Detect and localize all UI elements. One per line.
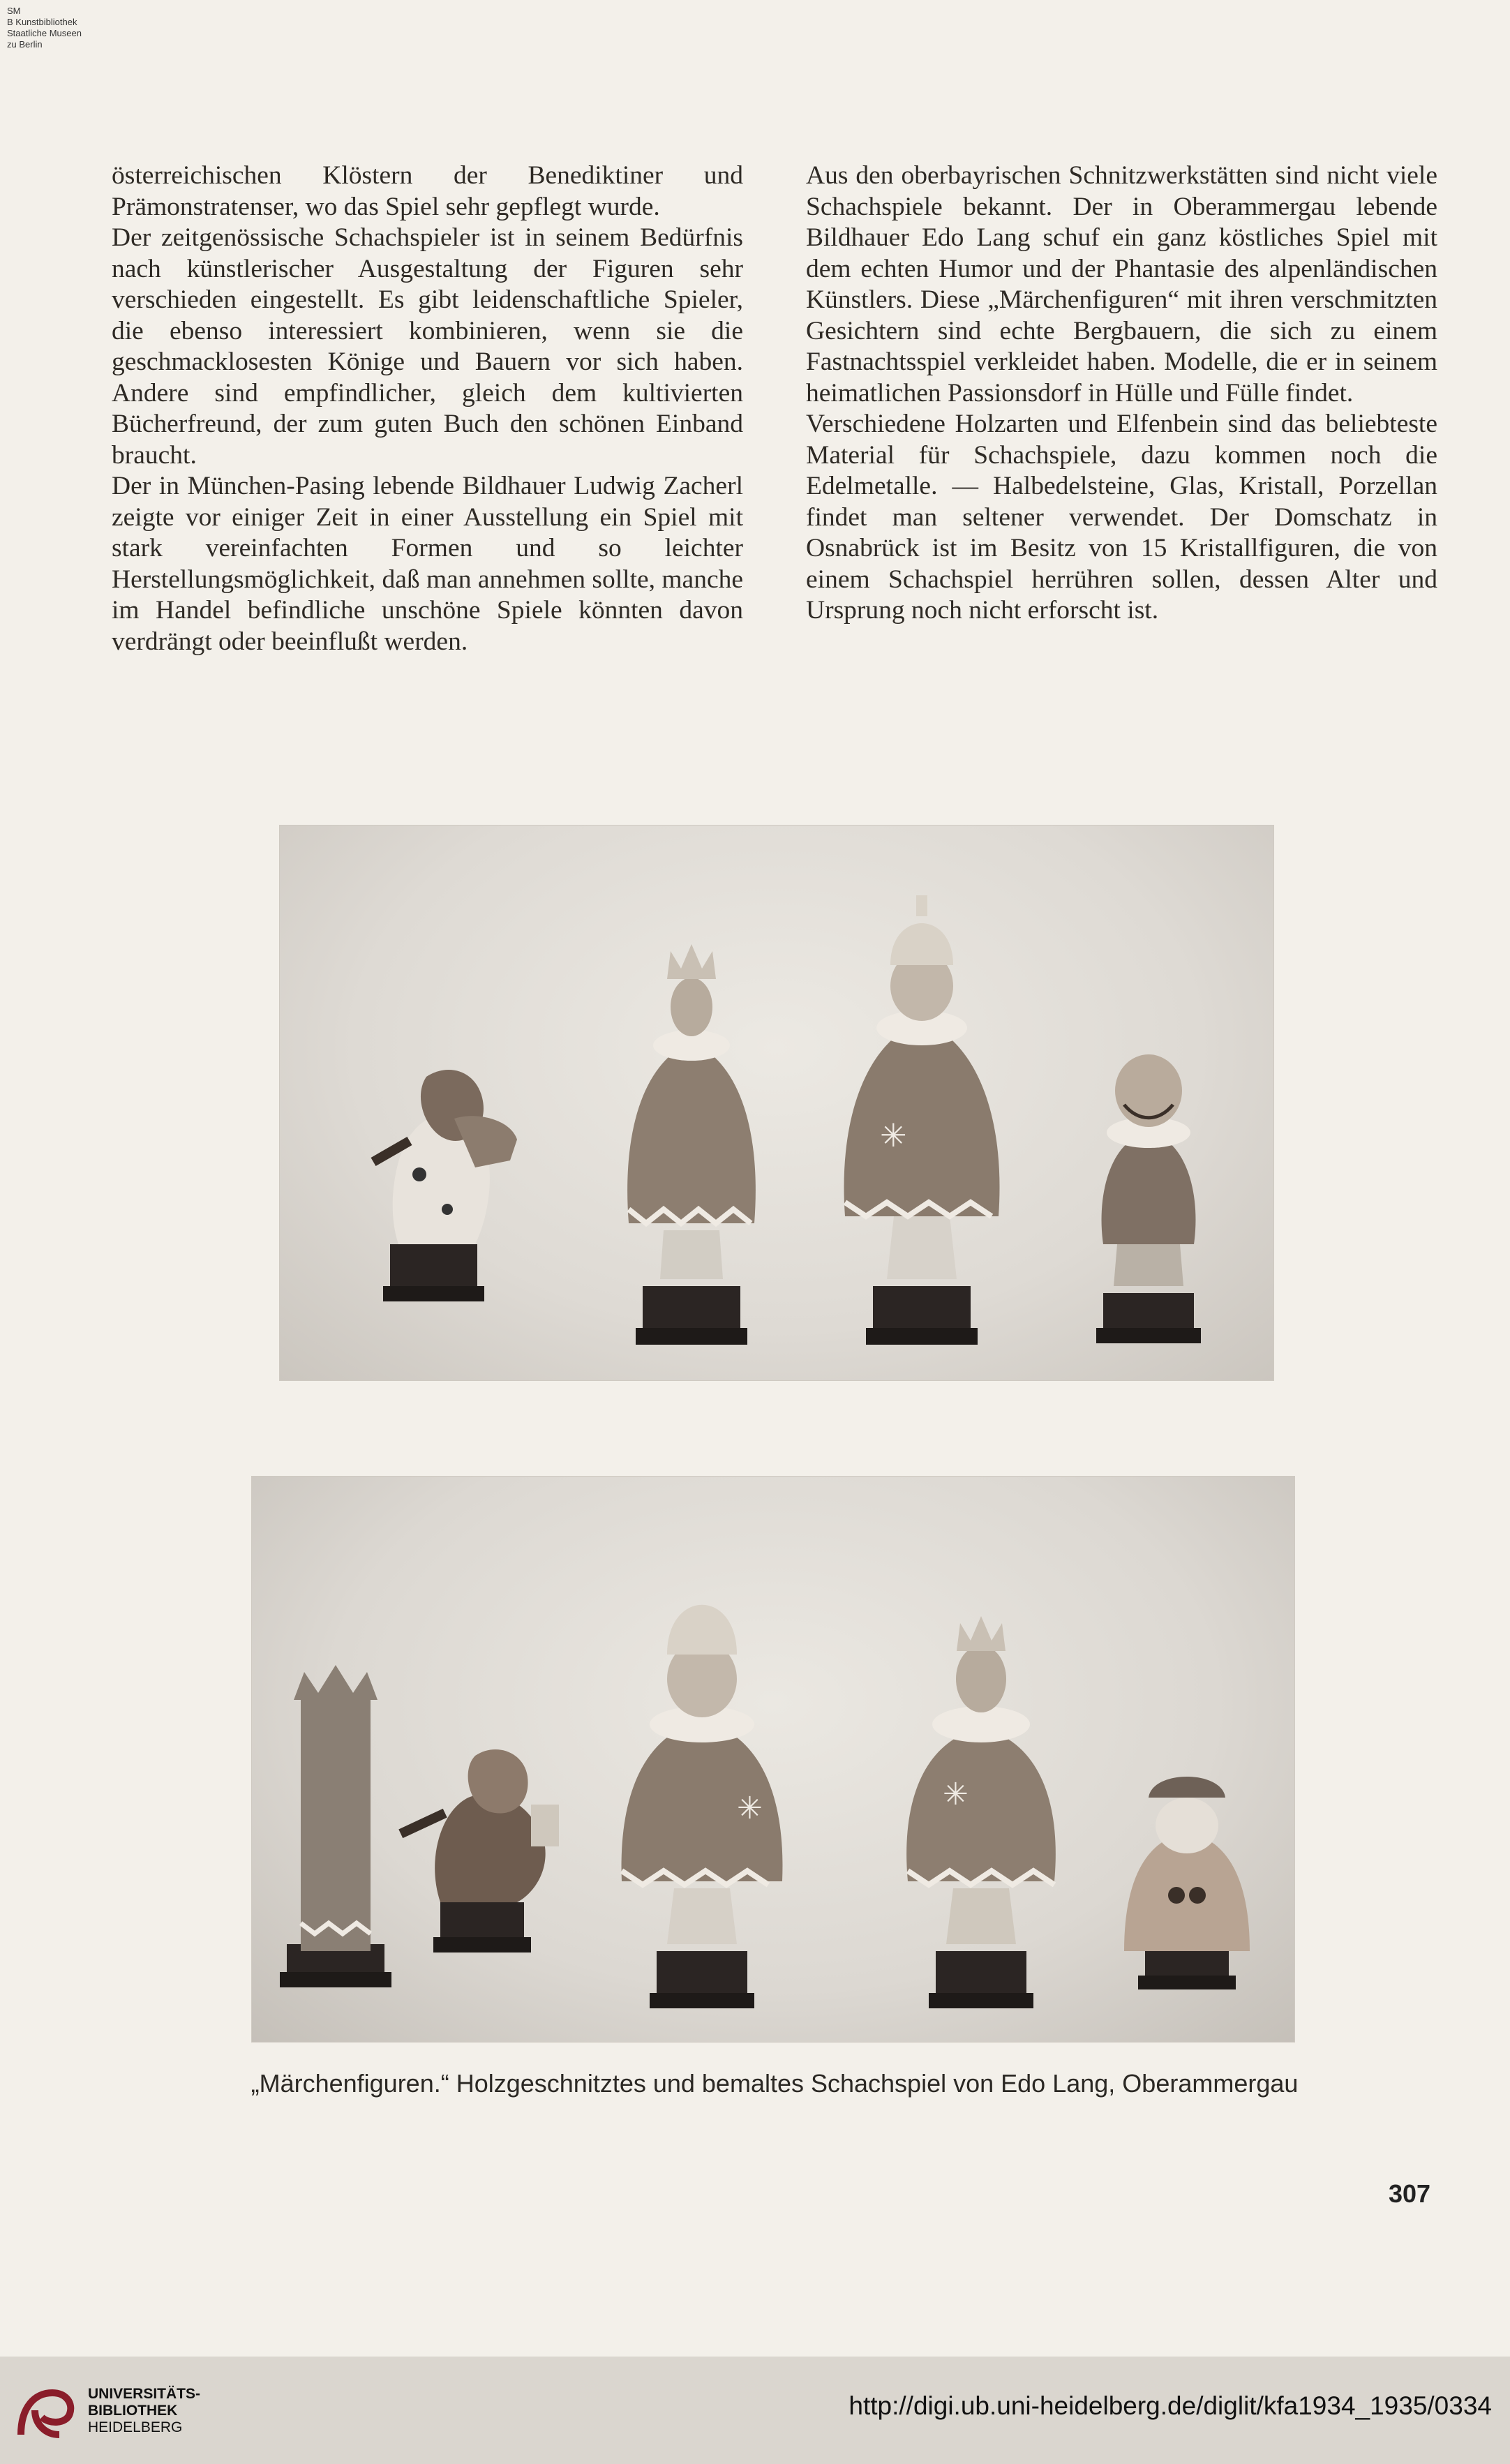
paragraph: Verschiedene Holzarten und Elfenbein sind das beliebteste Material für Schachspiele, dazu kommen noch die Edelmetalle. — Halbedelsteine, Glas, Kristall, Porzellan findet man seltener verwendet. Der Domschatz in Osnabrück ist im Besitz von 15 Kristallfiguren, die von einem Schachspiel herrühren sollen, dessen Alter und Ursprung noch nicht erforscht ist. [806, 410, 1437, 625]
queen-figure [627, 944, 756, 1345]
library-logo-icon [14, 2386, 77, 2444]
knight-figure [398, 1749, 559, 1952]
knight-figure [371, 1070, 517, 1301]
chess-figures-illustration [252, 1477, 1294, 2042]
king-figure [844, 895, 999, 1345]
library-name-line: HEIDELBERG [88, 2419, 183, 2435]
svg-text:✳: ✳ [943, 1777, 969, 1812]
queen-figure [906, 1616, 1056, 2008]
svg-text:✳: ✳ [737, 1791, 763, 1826]
footer-bar [0, 2357, 1510, 2464]
paragraph: österreichischen Klöstern der Benediktiner und Prämonstratenser, wo das Spiel sehr gepflegt wurde. [112, 161, 743, 221]
library-stamp [7, 6, 82, 50]
paragraph: Aus den oberbayrischen Schnitzwerkstätten sind nicht viele Schachspiele bekannt. Der in Oberammergau lebende Bildhauer Edo Lang schuf ein ganz köstliches Spiel mit dem echten Humor und der Phantasie des alpenländischen Künstlers. Diese „Märchenfiguren“ mit ihren verschmitzten Gesichtern sind echte Bergbauern, die sich zu einem Fastnachtsspiel verkleidet haben. Modelle, die er in seinem heimatlichen Passionsdorf in Hülle und Fülle findet. [806, 161, 1437, 408]
figure-caption: „Märchenfiguren.“ Holzgeschnitztes und bemaltes Schachspiel von Edo Lang, Oberammergau [251, 2069, 1299, 2098]
text-column-left [112, 160, 743, 657]
text-column-right [806, 160, 1437, 627]
svg-text:✳: ✳ [880, 1117, 907, 1154]
chess-photo-top [279, 825, 1274, 1381]
king-figure [622, 1605, 783, 2008]
chess-figures-illustration [280, 826, 1273, 1380]
stamp-line: SM [7, 6, 21, 16]
source-url-link[interactable]: http://digi.ub.uni-heidelberg.de/diglit/kfa1934_1935/0334 [849, 2391, 1492, 2420]
stamp-line: B Kunstbibliothek [7, 17, 77, 27]
page-number: 307 [1389, 2179, 1431, 2208]
stamp-line: zu Berlin [7, 39, 43, 50]
chess-photo-bottom [251, 1476, 1295, 2043]
library-name-line: UNIVERSITÄTS- [88, 2386, 201, 2402]
paragraph: Der zeitgenössische Schachspieler ist in seinem Bedürfnis nach künstlerischer Ausgestaltung der Figuren sehr verschieden eingestellt. Es gibt leidenschaftliche Spieler, die ebenso interessiert kombinieren, wenn sie die geschmacklosesten Könige und Bauern vor sich haben. Andere sind empfindlicher, gleich dem kultivierten Bücherfreund, der zum guten Buch den schönen Einband braucht. [112, 223, 743, 470]
library-name-line: BIBLIOTHEK [88, 2403, 178, 2419]
pawn-figure [1124, 1777, 1250, 1989]
rook-figure [280, 1665, 391, 1987]
library-name [88, 2386, 200, 2436]
pawn-figure [1096, 1054, 1201, 1343]
stamp-line: Staatliche Museen [7, 28, 82, 38]
paragraph: Der in München-Pasing lebende Bildhauer Ludwig Zacherl zeigte vor einiger Zeit in einer Ausstellung ein Spiel mit stark vereinfachten Formen und so leichter Herstellungsmöglichkeit, daß man annehmen sollte, manche im Handel befindliche unschöne Spiele könnten davon verdrängt oder beeinflußt werden. [112, 472, 743, 656]
